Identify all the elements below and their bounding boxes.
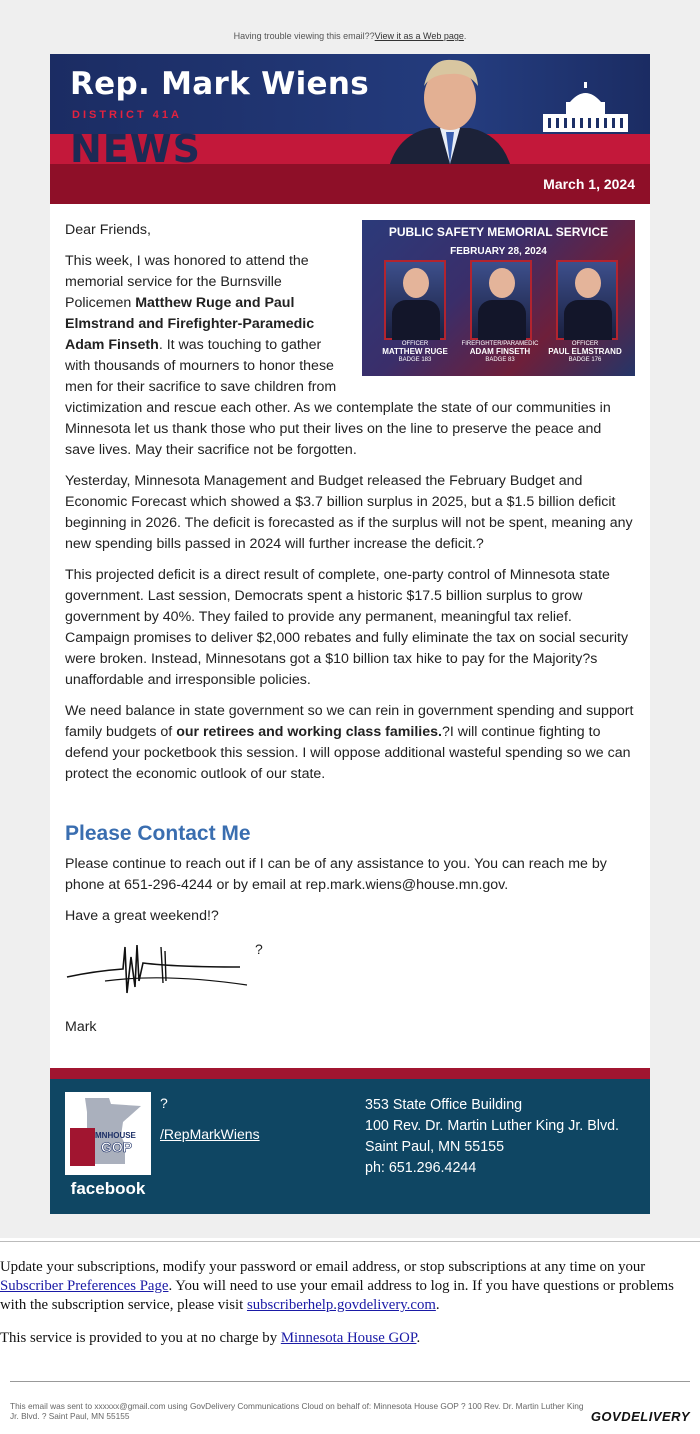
footer-accent	[50, 1068, 650, 1079]
issue-date: March 1, 2024	[543, 176, 635, 192]
view-web-notice: Having trouble viewing this email??View it as a Web page.	[233, 31, 467, 41]
svg-text:MNHOUSE: MNHOUSE	[95, 1131, 136, 1140]
contact-heading: Please Contact Me	[65, 822, 251, 845]
minnesota-house-gop-link[interactable]: Minnesota House GOP	[280, 1330, 417, 1346]
closing-text: Have a great weekend!?	[65, 908, 219, 924]
facebook-wordmark: facebook	[65, 1175, 151, 1205]
paragraph-forecast: Yesterday, Minnesota Management and Budget released the February Budget and Economic Forecast which showed a $3.7 billion surplus in 2025, but a $1.5 billion deficit beginning in 2026. The deficit is forecasted as if the surplus will not be spent, meaning any new spending bills passed in 2024 will further increase the deficit.?	[65, 473, 633, 552]
officer-label: OFFICER PAUL ELMSTRAND BADGE 176	[548, 341, 622, 363]
newsletter-body	[50, 204, 650, 1068]
paragraph-memorial: This week, I was honored to attend the memorial service for the Burnsville Policemen Matthew Ruge and Paul Elmstrand and Firefighter-Paramedic Adam Finseth. It was touching to gather with thousands of mourners to honor these men for their sacrifice to save children from victimization and rescue each other. As we contemplate the state of our communities in Minnesota let us thank those who put their lives on the line to preserve the peace and save lives. May their sacrifice not be forgotten.	[65, 253, 611, 458]
officer-photo	[556, 260, 618, 340]
district-label: DISTRICT 41A	[72, 109, 182, 121]
officer-label: OFFICER MATTHEW RUGE BADGE 183	[382, 341, 448, 363]
footer: MNHOUSE GOP facebook ? /RepMarkWiens 353 State Office Building 100 Rev. Dr. Martin Luther King Jr. Blvd. Saint Paul, MN 55155 ph: 651.296.4244	[50, 1079, 650, 1214]
divider	[0, 1241, 700, 1242]
rep-name: Rep. Mark Wiens	[70, 66, 369, 102]
svg-text:GOP: GOP	[101, 1139, 133, 1155]
header-banner	[50, 54, 650, 204]
paragraph-balance: We need balance in state government so we can rein in government spending and support family budgets of our retirees and working class families.?I will continue fighting to defend your pocketbook this session. I will oppose additional wasteful spending so we can protect the economic outlook of our state.	[65, 703, 634, 782]
minnesota-map-icon	[65, 1092, 151, 1172]
signoff: Mark	[65, 1019, 97, 1035]
sent-to-notice: This email was sent to xxxxxx@gmail.com using GovDelivery Communications Cloud on behalf of: Minnesota House GOP ? 100 Rev. Dr. Martin Luther King Jr. Blvd. ? Saint Paul, MN 55155	[10, 1401, 584, 1421]
view-web-link[interactable]: View it as a Web page	[374, 31, 464, 41]
memorial-title: PUBLIC SAFETY MEMORIAL SERVICE	[388, 225, 609, 239]
facebook-link[interactable]: /RepMarkWiens	[160, 1126, 260, 1142]
officer-photo	[470, 260, 532, 340]
govdelivery-logo[interactable]: GOVDELIVERY	[590, 1409, 690, 1424]
subscriber-help-link[interactable]: subscriberhelp.govdelivery.com	[246, 1297, 436, 1313]
subscriber-preferences-link[interactable]: Subscriber Preferences Page	[0, 1278, 169, 1294]
signature-row: ?	[65, 937, 635, 1005]
subscription-notice: Update your subscriptions, modify your password or email address, or stop subscriptions at any time on your Subscriber Preferences Page. You will need to use your email address to log in. If you have questions or problems with the subscription service, please visit subscriberhelp.govdelivery.com. This service is provided to you at no charge by Minnesota House GOP.	[0, 1259, 674, 1346]
paragraph-deficit: This projected deficit is a direct result of complete, one-party control of Minnesota state government. Last session, Democrats spent a historic $17.5 billion surplus to grow government by 40%. They failed to provide any permanent, meaningful tax relief. Campaign promises to deliver $2,000 rebates and fully eliminate the tax on social security were broken. Instead, Minnesotans got a $10 billion tax hike to pay for the Majority?s unaffordable and irresponsible policies.	[65, 567, 629, 688]
mnhouse-gop-facebook-logo[interactable]	[65, 1092, 151, 1202]
memorial-service-image	[362, 220, 635, 376]
news-label: NEWS	[70, 127, 202, 171]
officer-photo	[384, 260, 446, 340]
contact-text: Please continue to reach out if I can be of any assistance to you. You can reach me by phone at 651-296-4244 or by email at rep.mark.wiens@house.mn.gov.	[65, 856, 607, 893]
capitol-icon	[538, 82, 633, 137]
newsletter-card	[50, 54, 650, 1214]
memorial-date: FEBRUARY 28, 2024	[450, 246, 547, 257]
officer-label: FIREFIGHTER/PARAMEDIC ADAM FINSETH BADGE 83	[461, 341, 539, 363]
office-address: 353 State Office Building 100 Rev. Dr. Martin Luther King Jr. Blvd. Saint Paul, MN 55155 ph: 651.296.4244	[365, 1097, 620, 1176]
divider	[10, 1381, 690, 1382]
signature-image	[65, 937, 250, 1003]
representative-portrait	[380, 54, 520, 164]
greeting: Dear Friends,	[65, 222, 151, 238]
